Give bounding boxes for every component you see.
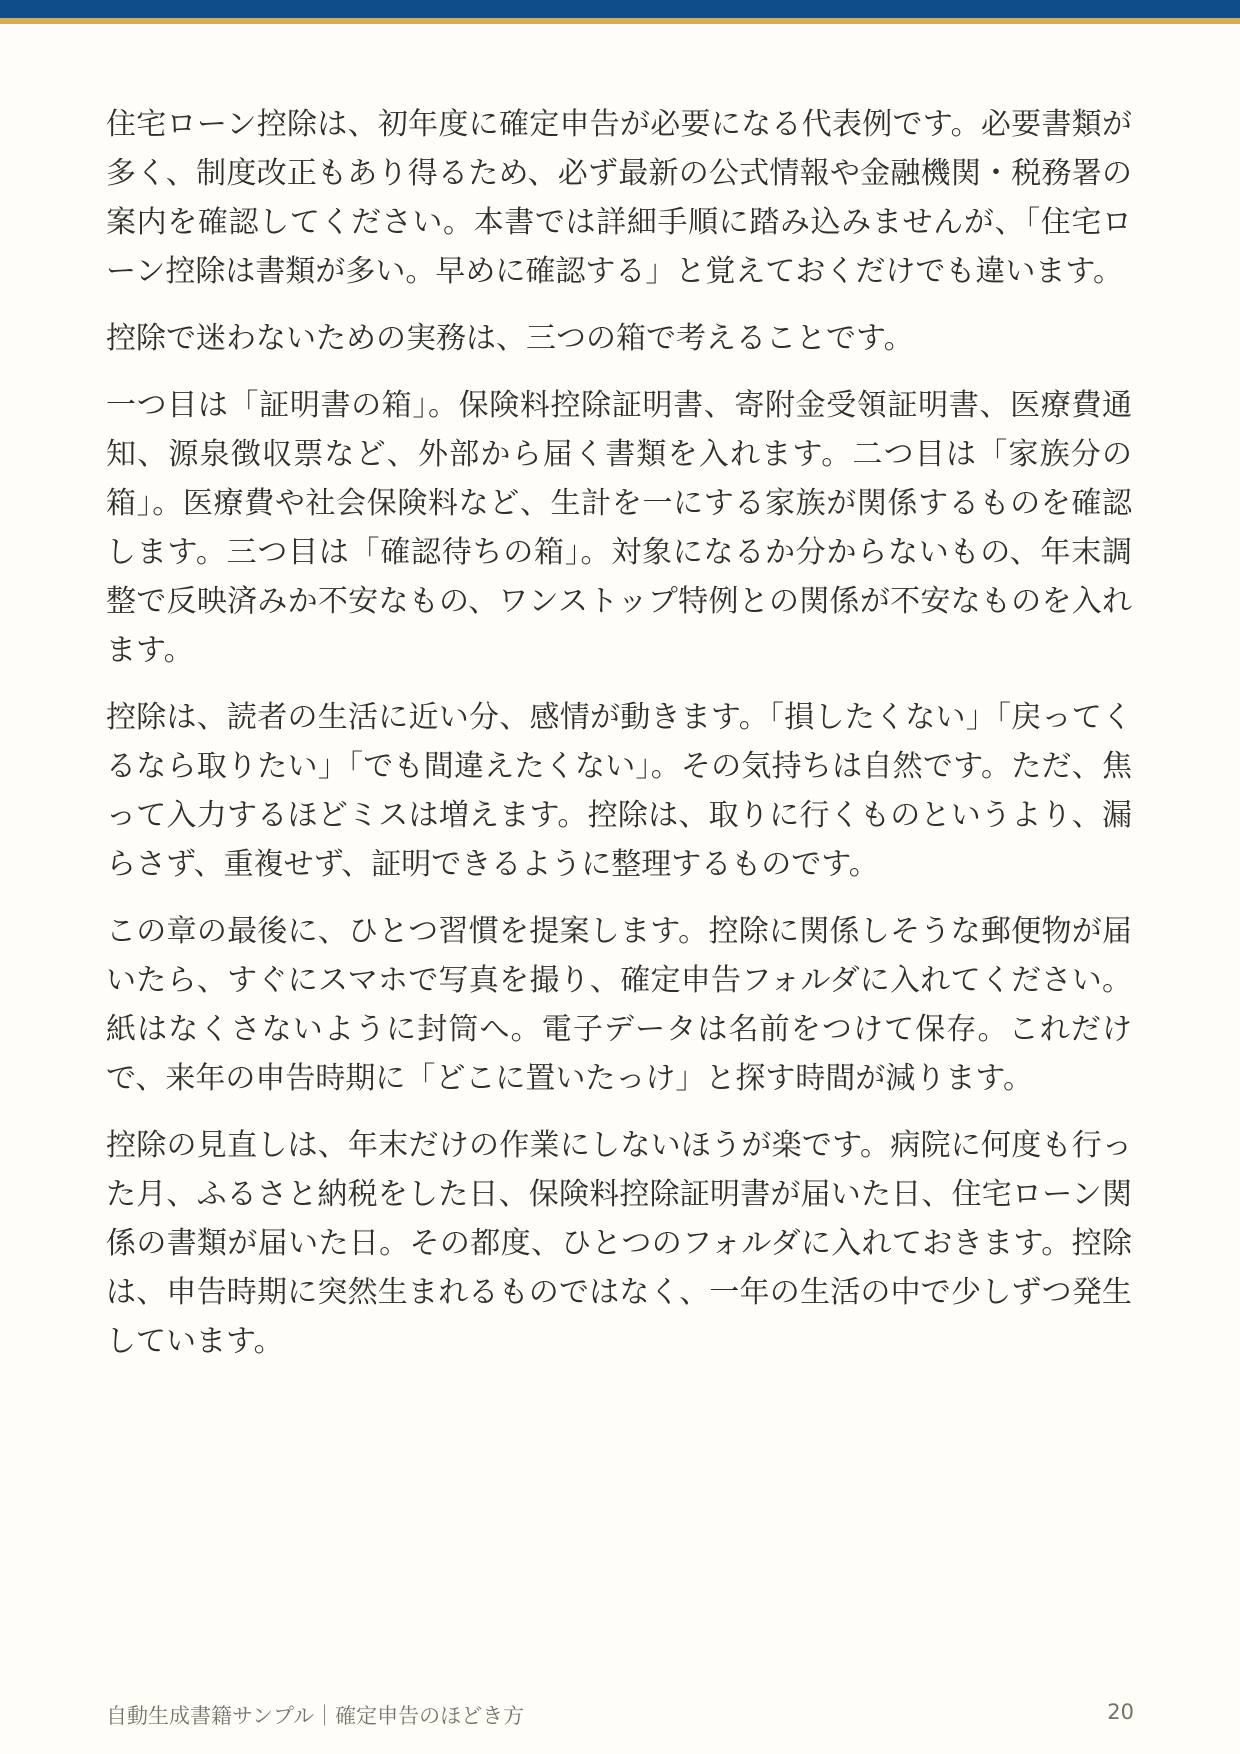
page-number: 20: [1107, 1700, 1134, 1724]
paragraph: 控除は、読者の生活に近い分、感情が動きます。「損したくない」「戻ってくるなら取りたい」「でも間違えたくない」。その気持ちは自然です。ただ、焦って入力するほどミスは増えます。控除は、取りに行くものというより、漏らさず、重複せず、証明できるように整理するものです。: [106, 700, 1132, 882]
header-accent-rule: [0, 18, 1240, 24]
header-color-band: [0, 0, 1240, 18]
paragraph: 住宅ローン控除は、初年度に確定申告が必要になる代表例です。必要書類が多く、制度改正もあり得るため、必ず最新の公式情報や金融機関・税務署の案内を確認してください。本書では詳細手順に踏み込みませんが、「住宅ローン控除は書類が多い。早めに確認する」と覚えておくだけでも違います。: [106, 107, 1132, 289]
paragraph: 一つ目は「証明書の箱」。保険料控除証明書、寄附金受領証明書、医療費通知、源泉徴収票など、外部から届く書類を入れます。二つ目は「家族分の箱」。医療費や社会保険料など、生計を一にする家族が関係するものを確認します。三つ目は「確認待ちの箱」。対象になるか分からないもの、年末調整で反映済みか不安なもの、ワンストップ特例との関係が不安なものを入れます。: [106, 388, 1132, 668]
footer-running-title: 自動生成書籍サンプル｜確定申告のほどき方: [106, 1704, 525, 1728]
paragraph: 控除の見直しは、年末だけの作業にしないほうが楽です。病院に何度も行った月、ふるさと納税をした日、保険料控除証明書が届いた日、住宅ローン関係の書類が届いた日。その都度、ひとつのフォルダに入れておきます。控除は、申告時期に突然生まれるものではなく、一年の生活の中で少しずつ発生しています。: [106, 1128, 1132, 1359]
page-body: [106, 100, 1132, 1384]
paragraph: この章の最後に、ひとつ習慣を提案します。控除に関係しそうな郵便物が届いたら、すぐにスマホで写真を撮り、確定申告フォルダに入れてください。紙はなくさないように封筒へ。電子データは名前をつけて保存。これだけで、来年の申告時期に「どこに置いたっけ」と探す時間が減ります。: [106, 914, 1132, 1096]
paragraph: 控除で迷わないための実務は、三つの箱で考えることです。: [106, 321, 914, 356]
